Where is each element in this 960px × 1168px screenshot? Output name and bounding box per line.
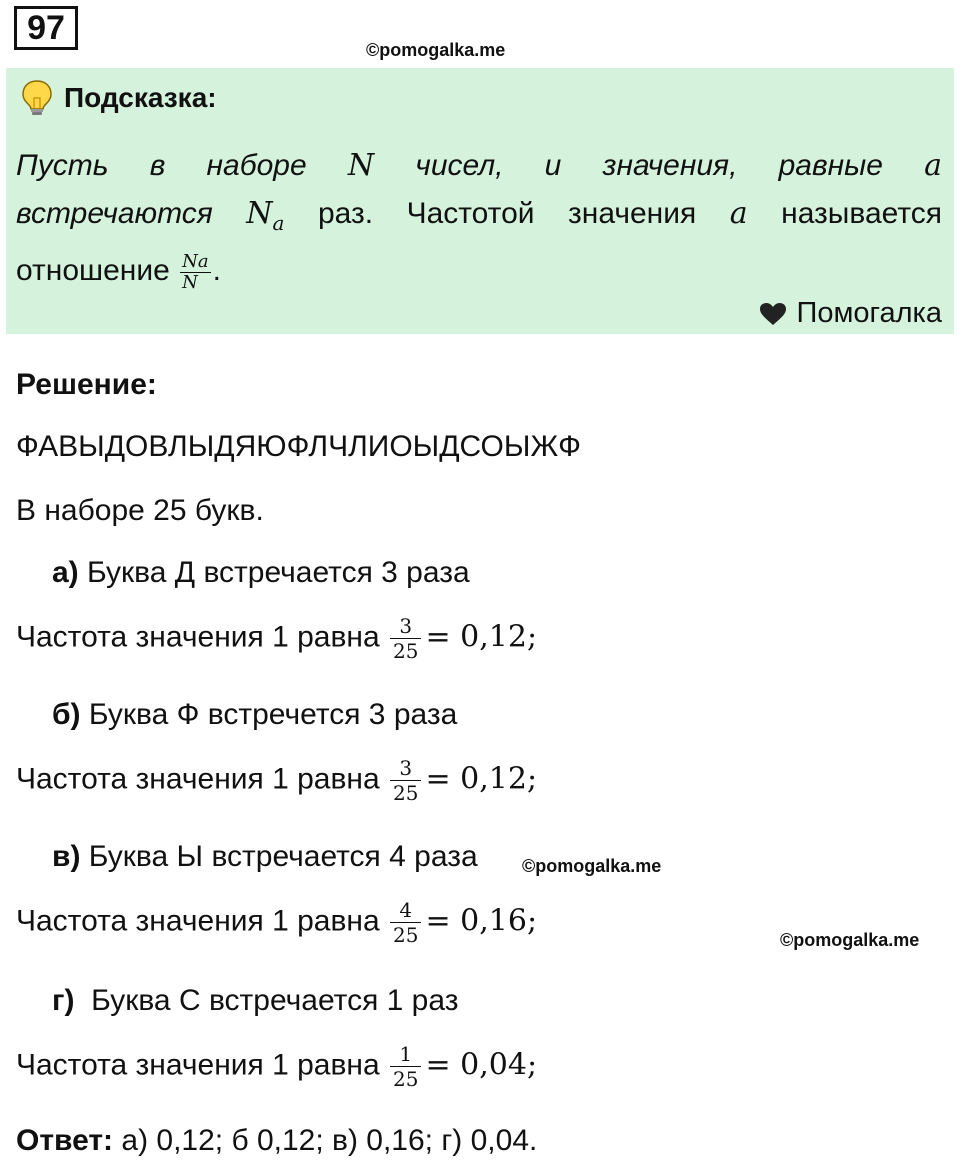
item-label: б) (52, 698, 81, 731)
brand-name: Помогалка (796, 297, 942, 329)
fraction (390, 614, 421, 663)
hint-line-3 (16, 247, 942, 295)
item-text: Буква Д встречается 3 раза (78, 556, 470, 589)
fraction-numerator: 4 (390, 898, 421, 923)
hint-box (6, 68, 954, 334)
fraction (390, 1042, 421, 1091)
hint-text-part: чисел, и значения, равные (374, 149, 925, 182)
answer-label: Ответ: (16, 1124, 114, 1157)
freq-prefix: Частота значения 1 равна (16, 1048, 380, 1082)
answer-line (16, 1124, 537, 1158)
freq-result: = 0,12; (425, 761, 538, 797)
freq-prefix: Частота значения 1 равна (16, 620, 380, 654)
fraction-numerator: 3 (390, 614, 421, 639)
problem-number: 97 (14, 6, 78, 50)
freq-result: = 0,12; (425, 619, 538, 655)
fraction-denominator: 25 (393, 923, 419, 947)
fraction-denominator: N (182, 271, 198, 293)
watermark-right: ©pomogalka.me (780, 930, 920, 950)
letters-sequence: ФАВЫДОВЛЫДЯЮФЛЧЛИОЫДСОЫЖФ (16, 430, 581, 463)
watermark-top: ©pomogalka.me (366, 40, 506, 60)
fraction-numerator: 3 (390, 756, 421, 781)
fraction-denominator: 25 (393, 1067, 419, 1091)
hint-text-part: раз. Частотой значения (284, 197, 730, 230)
lightbulb-icon (20, 79, 54, 117)
hint-text-part: . (212, 254, 221, 287)
hint-text-part: Пусть в наборе (16, 149, 348, 182)
watermark-middle: ©pomogalka.me (522, 856, 662, 876)
freq-c (16, 898, 537, 947)
freq-prefix: Частота значения 1 равна (16, 762, 380, 796)
fraction-denominator: 25 (393, 781, 419, 805)
fraction-na-over-n (180, 252, 210, 293)
item-label: г) (52, 984, 75, 1017)
freq-d (16, 1042, 537, 1091)
letters-count: В наборе 25 букв. (16, 494, 264, 527)
solution-title: Решение: (16, 368, 157, 401)
fraction-denominator: 25 (393, 639, 419, 663)
heart-icon (759, 302, 787, 326)
math-a: a (729, 196, 748, 231)
item-d (52, 984, 458, 1018)
fraction-numerator: 1 (390, 1042, 421, 1067)
hint-text-part: называется (747, 197, 942, 230)
hint-title: Подсказка: (64, 82, 217, 113)
math-N: N (347, 148, 375, 183)
brand-signature (759, 297, 942, 330)
freq-result: = 0,04; (425, 1047, 538, 1083)
hint-header (20, 80, 217, 116)
hint-line-1 (16, 142, 942, 190)
hint-text-part: отношение (16, 254, 179, 287)
item-label: в) (52, 840, 81, 873)
math-a: a (924, 148, 942, 183)
math-subscript-a: a (272, 211, 285, 235)
item-text: Буква Ф встречется 3 раза (80, 698, 458, 731)
item-b (52, 698, 457, 732)
freq-b (16, 756, 537, 805)
item-c (52, 840, 478, 874)
freq-prefix: Частота значения 1 равна (16, 904, 380, 938)
freq-result: = 0,16; (425, 903, 538, 939)
answer-text: а) 0,12; б 0,12; в) 0,16; г) 0,04. (113, 1124, 538, 1157)
hint-line-2 (16, 190, 942, 247)
math-N: N (246, 196, 273, 231)
item-text: Буква Ы встречается 4 раза (80, 840, 478, 873)
fraction (390, 898, 421, 947)
item-text: Буква С встречается 1 раз (74, 984, 459, 1017)
item-label: а) (52, 556, 79, 589)
hint-text (16, 142, 942, 295)
fraction (390, 756, 421, 805)
fraction-numerator: Na (182, 250, 209, 272)
hint-text-part: встречаются (16, 197, 247, 230)
freq-a (16, 614, 537, 663)
item-a (52, 556, 470, 590)
